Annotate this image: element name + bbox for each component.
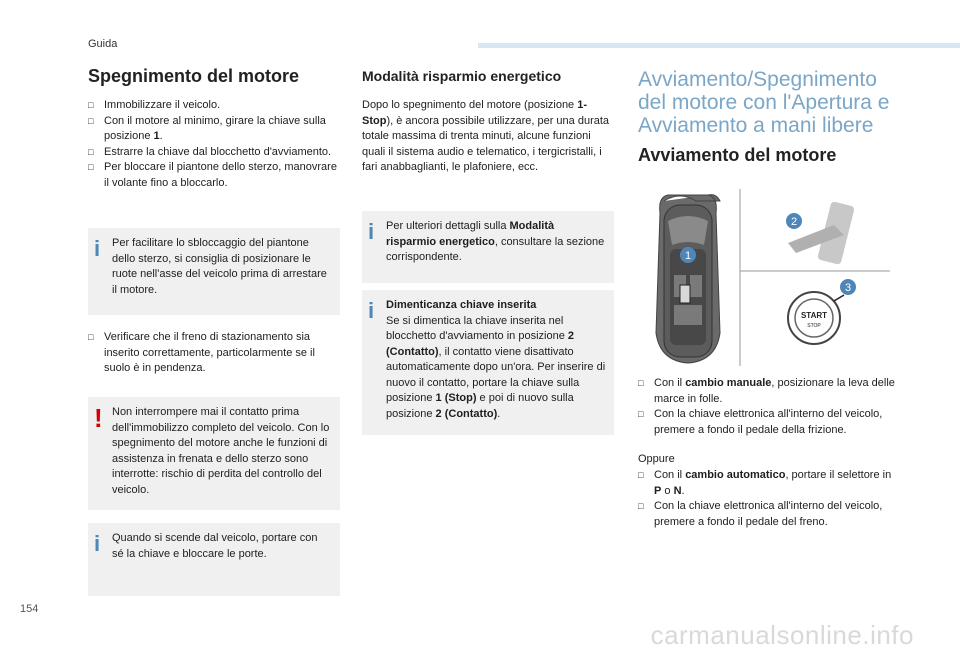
info-text: Per facilitare lo sbloccaggio del piantone dello sterzo, si consiglia di posizionare le ruote nell'asse del veicolo prima di arrestare il motore. <box>112 237 327 296</box>
svg-text:START: START <box>800 311 828 320</box>
oppure-label: Oppure <box>638 453 675 465</box>
list-item: □ Con la chiave elettronica all'interno del veicolo, premere a fondo il pedale della frizione. <box>638 408 883 436</box>
list-item: □ Con il cambio manuale, posizionare la leva delle marce in folle. <box>638 377 895 405</box>
info-icon: i <box>94 531 101 556</box>
info-text: Dimenticanza chiave inserita Se si dimentica la chiave inserita nel blocchetto d'avviamento in posizione 2 (Contatto), il contatto viene disattivato automaticamente dopo un'ora. Per inserire di nuovo il contatto, portare la chiave sulla posizione 1 (Stop) e poi di nuovo sulla posizione 2 (Contatto). <box>386 299 606 420</box>
bullet-icon: □ <box>638 470 644 480</box>
pedal-illustration <box>786 201 855 265</box>
bullet-icon: □ <box>638 409 644 419</box>
bullet-icon: □ <box>638 501 644 511</box>
bullet-list-1 <box>88 98 343 191</box>
warning-icon: ! <box>94 403 103 433</box>
start-figure <box>638 183 896 368</box>
svg-text:2: 2 <box>790 216 798 228</box>
info-text: Quando si scende dal veicolo, portare con sé la chiave e bloccare le porte. <box>112 532 318 560</box>
car-illustration <box>656 195 720 363</box>
svg-text:STOP: STOP <box>807 323 821 329</box>
list-item: □ Per bloccare il piantone dello sterzo, manovrare il volante fino a bloccarlo. <box>88 161 337 189</box>
start-stop-button-illustration <box>788 279 856 344</box>
bullet-icon: □ <box>88 146 94 157</box>
header-bar <box>478 43 960 48</box>
bullet-icon: □ <box>638 378 644 388</box>
list-item: □ Con il motore al minimo, girare la chiave sulla posizione 1. <box>88 114 326 142</box>
list-item: □ Verificare che il freno di stazionamento sia inserito correttamente, particolarmente se il suolo è in pendenza. <box>88 331 315 374</box>
bullet-list-2 <box>88 330 343 377</box>
info-text: Per ulteriori dettagli sulla Modalità risparmio energetico, consultare la sezione corrispondente. <box>386 220 605 263</box>
warning-box <box>88 397 340 510</box>
page-number: 154 <box>20 603 39 615</box>
watermark: carmanualsonline.info <box>650 620 914 650</box>
info-box-chiave <box>88 523 340 596</box>
section-big-title: Avviamento/Spegnimento del motore con l'Apertura e Avviamento a mani libere <box>638 68 890 137</box>
bullet-icon: □ <box>88 332 94 342</box>
svg-text:3: 3 <box>844 282 852 294</box>
section-header: Guida <box>88 38 118 50</box>
info-box-risparmio <box>362 211 614 283</box>
svg-text:1: 1 <box>684 250 692 262</box>
risparmio-intro: Dopo lo spegnimento del motore (posizione 1-Stop), è ancora possibile utilizzare, per una durata totale massima di trenta minuti, alcune funzioni quali il sistema audio e telematico, i tergicristalli, i fari anabbaglianti, le plafoniere, ecc. <box>362 99 610 173</box>
title-risparmio: Modalità risparmio energetico <box>362 68 562 84</box>
info-icon: i <box>94 236 101 261</box>
bullet-list-3 <box>638 376 896 438</box>
bullet-icon: □ <box>88 100 94 110</box>
info-box-dimenticanza <box>362 290 614 435</box>
warning-text: Non interrompere mai il contatto prima dell'immobilizzo completo del veicolo. Con lo spegnimento del motore anche le funzioni di assistenza in frenata e dello sterzo sono interrotte: rischio di perdita del controllo del veicolo. <box>112 406 330 496</box>
list-item: □ Estrarre la chiave dal blocchetto d'avviamento. <box>88 145 343 161</box>
list-item: □ Con la chiave elettronica all'interno del veicolo, premere a fondo il pedale del freno. <box>638 500 883 528</box>
bullet-icon: □ <box>88 115 94 126</box>
info-box-sterzo <box>88 228 340 315</box>
list-item: □ Immobilizzare il veicolo. <box>88 98 343 114</box>
info-icon: i <box>368 219 375 244</box>
bullet-list-4 <box>638 468 896 530</box>
title-spegnimento: Spegnimento del motore <box>88 66 300 86</box>
info-icon: i <box>368 298 375 323</box>
list-item: □ Con il cambio automatico, portare il selettore in P o N. <box>638 469 892 497</box>
bullet-icon: □ <box>88 162 94 172</box>
title-avviamento: Avviamento del motore <box>638 145 837 165</box>
